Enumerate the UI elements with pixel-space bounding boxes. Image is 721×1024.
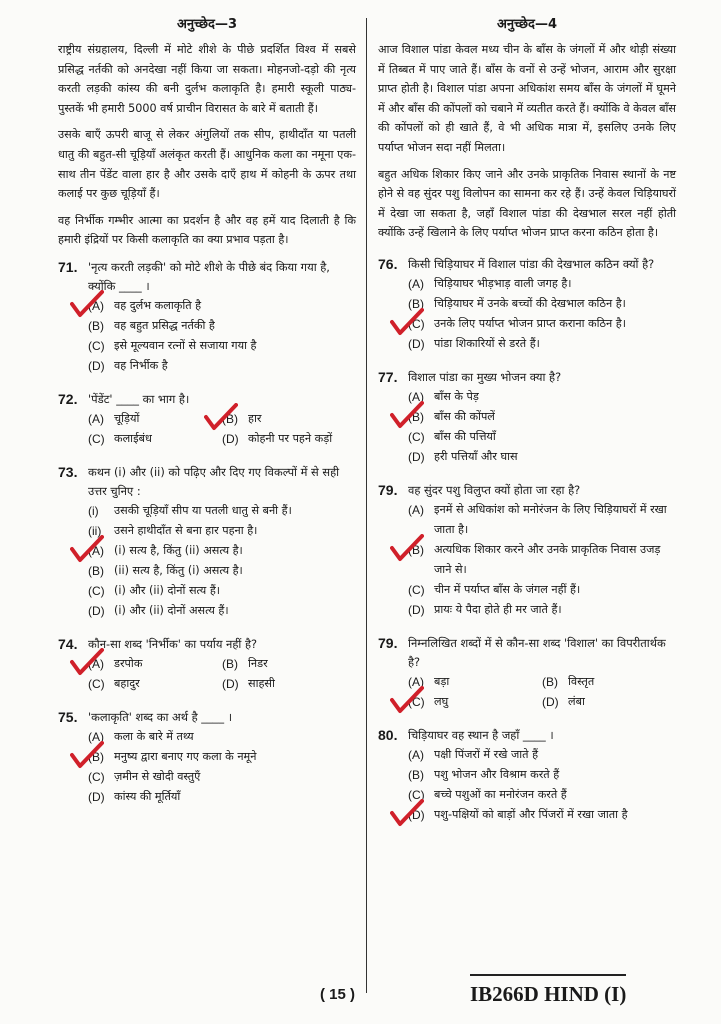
passage-paragraph: वह निर्भीक गम्भीर आत्मा का प्रदर्शन है और वह हमें याद दिलाती है कि हमारी इंद्रियों पर किसी कलाकृति का क्या प्रभाव पड़ता है। bbox=[58, 213, 356, 247]
check-mark-icon bbox=[390, 686, 424, 714]
option-b[interactable]: (B) हार bbox=[222, 409, 356, 429]
passage-paragraph: बहुत अधिक शिकार किए जाने और उनके प्राकृतिक निवास स्थानों के नष्ट होने से वह सुंदर पशु विलोपन का सामना कर रहे हैं। उन्हें केवल चिड़ियाघरों में देखा जा सकता है, जहाँ विशाल पांडा की देखभाल सरल नहीं होती क्योंकि उन्हें खिलाने के लिए पर्याप्त भोजन प्राप्त करना कठिन होता है। bbox=[378, 167, 676, 240]
option-c[interactable]: (C) (i) और (ii) दोनों सत्य हैं। bbox=[88, 583, 221, 598]
question-text: 'पेंडेंट' ____ का भाग है। bbox=[88, 391, 190, 406]
question-number: 72. bbox=[58, 390, 78, 407]
question-79-b bbox=[378, 634, 676, 712]
question-number: 79. bbox=[378, 634, 398, 651]
booklet-code: IB266D HIND (I) bbox=[470, 974, 626, 1007]
option-a[interactable]: (A) चूड़ियों bbox=[88, 411, 140, 426]
question-text: कथन (i) और (ii) को पढ़िए और दिए गए विकल्पों में से सही उत्तर चुनिए : bbox=[88, 464, 340, 498]
check-mark-icon bbox=[204, 403, 238, 431]
option-d[interactable]: (D) हरी पत्तियाँ और घास bbox=[408, 449, 518, 464]
question-text: वह सुंदर पशु विलुप्त क्यों होता जा रहा है? bbox=[408, 482, 581, 497]
option-a[interactable]: (A) पक्षी पिंजरों में रखे जाते हैं bbox=[408, 747, 539, 762]
column-divider bbox=[366, 18, 367, 993]
passage-paragraph: आज विशाल पांडा केवल मध्य चीन के बाँस के जंगलों में और थोड़ी संख्या में तिब्बत में पाए जाते हैं। बाँस के वनों से उन्हें भोजन, आराम और सुरक्षा प्राप्त होती है। विशाल पांडा अपना अधिकांश समय बाँस के जंगलों में घूमने में और बाँस की कोंपलों को चबाने में व्यतीत करते हैं। क्योंकि वे केवल बाँस की कोंपलों को ही खाते हैं, वे भी अधिक मात्रा में, इसलिए उनके लिए पर्याप्त भोजन सदा नहीं मिलता। bbox=[378, 43, 676, 154]
option-b[interactable]: (B) विस्तृत bbox=[542, 674, 595, 689]
check-mark-icon bbox=[390, 401, 424, 429]
option-b[interactable]: (B) चिड़ियाघर में उनके बच्चों की देखभाल कठिन है। bbox=[408, 296, 626, 311]
question-72 bbox=[58, 390, 356, 449]
question-number: 79. bbox=[378, 481, 398, 498]
option-a[interactable]: (A) कला के बारे में तथ्य bbox=[88, 729, 194, 744]
question-text: चिड़ियाघर वह स्थान है जहाँ ____ । bbox=[408, 727, 554, 742]
statement-ii: (ii) उसने हाथीदाँत से बना हार पहना है। bbox=[88, 523, 258, 538]
question-text: किसी चिड़ियाघर में विशाल पांडा की देखभाल कठिन क्यों है? bbox=[408, 256, 655, 271]
statement-i: (i) उसकी चूड़ियाँ सीप या पतली धातु से बनी हैं। bbox=[88, 503, 292, 518]
question-number: 77. bbox=[378, 368, 398, 385]
option-d[interactable]: (D) पांडा शिकारियों से डरते हैं। bbox=[408, 336, 540, 351]
question-text: 'नृत्य करती लड़की' को मोटे शीशे के पीछे बंद किया गया है, क्योंकि ____ । bbox=[88, 259, 330, 293]
question-77 bbox=[378, 368, 676, 467]
option-a[interactable]: (A) (i) सत्य है, किंतु (ii) असत्य है। bbox=[88, 541, 356, 561]
option-c[interactable]: (C) इसे मूल्यवान रत्नों से सजाया गया है bbox=[88, 338, 257, 353]
passage-4-heading: अनुच्छेद—4 bbox=[497, 17, 557, 32]
passage-3-heading: अनुच्छेद—3 bbox=[177, 17, 237, 32]
option-c[interactable]: (C) चीन में पर्याप्त बाँस के जंगल नहीं हैं। bbox=[408, 582, 581, 597]
question-number: 71. bbox=[58, 258, 78, 275]
option-c[interactable]: (C) लघु bbox=[408, 692, 542, 712]
question-76 bbox=[378, 255, 676, 354]
question-75 bbox=[58, 708, 356, 807]
passage-paragraph: उसके बाएँ ऊपरी बाजू से लेकर अंगुलियों तक सीप, हाथीदाँत या पतली धातु की बहुत-सी चूड़ियाँ अलंकृत करती हैं। आधुनिक कला का नमूना एक-साथ तीन पेंडेंट वाला हार है और उसके दाएँ हाथ में कोहनी के ऊपर तथा कलाई पर कुछ चूड़ियाँ हैं। bbox=[58, 128, 356, 201]
check-mark-icon bbox=[390, 308, 424, 336]
question-71 bbox=[58, 258, 356, 376]
check-mark-icon bbox=[390, 534, 424, 562]
option-b[interactable]: (B) (ii) सत्य है, किंतु (i) असत्य है। bbox=[88, 563, 243, 578]
option-b[interactable]: (B) अत्यधिक शिकार करने और उनके प्राकृतिक निवास उजड़ जाने से। bbox=[408, 540, 676, 580]
option-c[interactable]: (C) बच्चे पशुओं का मनोरंजन करते हैं bbox=[408, 787, 567, 802]
option-c[interactable]: (C) ज़मीन से खोदी वस्तुएँ bbox=[88, 769, 201, 784]
option-a[interactable]: (A) बड़ा bbox=[408, 674, 450, 689]
option-a[interactable]: (A) चिड़ियाघर भीड़भाड़ वाली जगह है। bbox=[408, 276, 572, 291]
question-text: कौन-सा शब्द 'निर्भीक' का पर्याय नहीं है? bbox=[88, 636, 258, 651]
question-number: 75. bbox=[58, 708, 78, 725]
option-a[interactable]: (A) डरपोक bbox=[88, 654, 222, 674]
option-d[interactable]: (D) कांस्य की मूर्तियाँ bbox=[88, 789, 181, 804]
check-mark-icon bbox=[70, 290, 104, 318]
option-d[interactable]: (D) (i) और (ii) दोनों असत्य हैं। bbox=[88, 603, 229, 618]
question-number: 74. bbox=[58, 635, 78, 652]
question-number: 76. bbox=[378, 255, 398, 272]
option-d[interactable]: (D) कोहनी पर पहने कड़ों bbox=[222, 431, 333, 446]
option-d[interactable]: (D) वह निर्भीक है bbox=[88, 358, 168, 373]
option-c[interactable]: (C) उनके लिए पर्याप्त भोजन प्राप्त कराना कठिन है। bbox=[408, 314, 676, 334]
option-a[interactable]: (A) इनमें से अधिकांश को मनोरंजन के लिए चिड़ियाघरों में रखा जाता है। bbox=[408, 502, 667, 536]
question-74 bbox=[58, 635, 356, 694]
passage-paragraph: राष्ट्रीय संग्रहालय, दिल्ली में मोटे शीशे के पीछे प्रदर्शित विश्व में सबसे प्रसिद्ध नर्तकी को अनदेखा नहीं किया जा सकता। मोहनजो-दड़ो की नृत्य करती लड़की कांस्य की बनी दुर्लभ कलाकृति है। हमारी स्कूली पाठ्य-पुस्तकें भी हमारी 5000 वर्ष प्राचीन विरासत के बारे में बताती हैं। bbox=[58, 43, 356, 115]
check-mark-icon bbox=[70, 741, 104, 769]
question-79-a bbox=[378, 481, 676, 620]
option-b[interactable]: (B) पशु भोजन और विश्राम करते हैं bbox=[408, 767, 560, 782]
option-a[interactable]: (A) बाँस के पेड़ bbox=[408, 389, 479, 404]
page-number: ( 15 ) bbox=[320, 986, 356, 1003]
left-column bbox=[58, 14, 356, 807]
option-c[interactable]: (C) बाँस की पत्तियाँ bbox=[408, 429, 496, 444]
question-73 bbox=[58, 463, 356, 621]
question-number: 73. bbox=[58, 463, 78, 480]
option-c[interactable]: (C) बहादुर bbox=[88, 676, 140, 691]
question-number: 80. bbox=[378, 726, 398, 743]
right-column bbox=[378, 14, 676, 825]
option-d[interactable]: (D) साहसी bbox=[222, 676, 275, 691]
question-text: 'कलाकृति' शब्द का अर्थ है ____ । bbox=[88, 709, 233, 724]
option-b[interactable]: (B) मनुष्य द्वारा बनाए गए कला के नमूने bbox=[88, 747, 356, 767]
question-text: विशाल पांडा का मुख्य भोजन क्या है? bbox=[408, 369, 562, 384]
option-d[interactable]: (D) पशु-पक्षियों को बाड़ों और पिंजरों में रखा जाता है bbox=[408, 805, 676, 825]
check-mark-icon bbox=[390, 799, 424, 827]
option-b[interactable]: (B) निडर bbox=[222, 656, 268, 671]
option-b[interactable]: (B) बाँस की कोंपलें bbox=[408, 407, 676, 427]
check-mark-icon bbox=[70, 648, 104, 676]
option-a[interactable]: (A) वह दुर्लभ कलाकृति है bbox=[88, 296, 356, 316]
option-d[interactable]: (D) लंबा bbox=[542, 694, 585, 709]
option-d[interactable]: (D) प्रायः ये पैदा होते ही मर जाते हैं। bbox=[408, 602, 562, 617]
option-c[interactable]: (C) कलाईबंध bbox=[88, 431, 152, 446]
question-80 bbox=[378, 726, 676, 825]
check-mark-icon bbox=[70, 535, 104, 563]
option-b[interactable]: (B) वह बहुत प्रसिद्ध नर्तकी है bbox=[88, 318, 215, 333]
question-text: निम्नलिखित शब्दों में से कौन-सा शब्द 'विशाल' का विपरीतार्थक है? bbox=[408, 635, 666, 669]
